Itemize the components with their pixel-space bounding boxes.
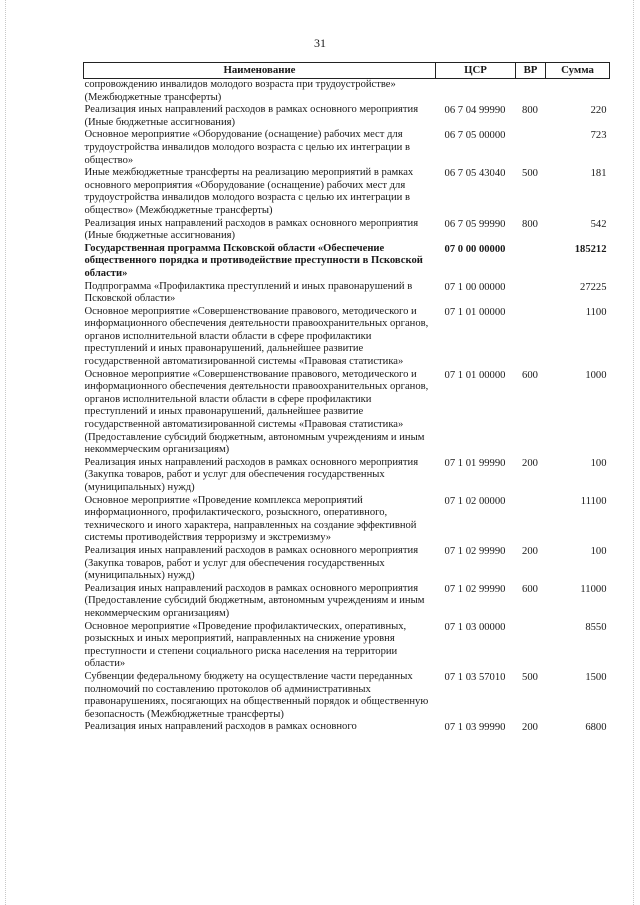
cell-name: Реализация иных направлений расходов в рамках основного <box>84 721 357 733</box>
cell-csr: 07 1 00 00000 <box>444 281 506 293</box>
scan-edge-left <box>5 0 6 905</box>
budget-table <box>83 62 610 735</box>
cell-vr: 500 <box>522 671 538 683</box>
cell-name: Государственная программа Псковской области «Обеспечение общественного порядка и противодействие преступности в Псковской области» <box>84 242 423 279</box>
cell-csr: 06 7 05 00000 <box>444 130 506 142</box>
page-number: 31 <box>314 36 326 50</box>
cell-sum: 11000 <box>580 583 607 595</box>
table-row <box>84 167 610 217</box>
table-row <box>84 721 610 735</box>
table-row <box>84 218 610 243</box>
header-name: Наименование <box>84 63 436 79</box>
table-row <box>84 621 610 671</box>
cell-name: Иные межбюджетные трансферты на реализацию мероприятий в рамках основного мероприятия «Оборудование (оснащение) рабочих мест для трудоустройства инвалидов молодого возраста с целью их интеграции в общество» (Межбюджетные трансферты) <box>84 167 414 216</box>
cell-vr: 200 <box>522 457 538 469</box>
cell-csr: 06 7 05 99990 <box>444 218 506 230</box>
cell-vr: 200 <box>522 545 538 557</box>
table-row <box>84 671 610 721</box>
cell-vr: 200 <box>522 722 538 734</box>
cell-csr: 07 1 02 00000 <box>444 495 506 507</box>
table-row <box>84 583 610 621</box>
cell-csr: 07 1 03 99990 <box>444 722 506 734</box>
cell-csr: 07 1 02 99990 <box>444 583 506 595</box>
cell-csr: 07 1 03 00000 <box>444 621 506 633</box>
cell-vr: 800 <box>522 218 538 230</box>
table-row <box>84 281 610 306</box>
cell-name: Основное мероприятие «Оборудование (оснащение) рабочих мест для трудоустройства инвалидов молодого возраста с целью их интеграции в общество» <box>84 129 410 166</box>
cell-name: Основное мероприятие «Проведение профилактических, оперативных, розыскных и иных мероприятий, направленных на снижение уровня преступности и степени социального риска населения на территории области» <box>84 620 407 670</box>
cell-sum: 185212 <box>574 243 607 255</box>
table-body <box>84 79 610 735</box>
cell-csr <box>436 79 516 105</box>
cell-sum: 542 <box>590 218 607 230</box>
cell-vr: 500 <box>522 168 538 180</box>
cell-csr: 07 1 03 57010 <box>444 671 506 683</box>
cell-csr: 07 1 01 00000 <box>444 306 506 318</box>
cell-vr <box>516 281 546 306</box>
cell-sum: 181 <box>590 168 607 180</box>
cell-sum: 27225 <box>580 281 607 293</box>
scan-edge-right <box>633 0 634 905</box>
cell-vr <box>516 129 546 167</box>
cell-sum: 100 <box>590 457 607 469</box>
table-row <box>84 129 610 167</box>
cell-name: Основное мероприятие «Проведение комплекса мероприятий информационного, профилактического, розыскного, оперативного, технического и иного характера, направленных на создание эффективной системы противодействия терроризму и экстремизму» <box>84 494 417 544</box>
cell-vr: 800 <box>522 105 538 117</box>
header-vr: ВР <box>516 63 546 79</box>
cell-name: Основное мероприятие «Совершенствование правового, методического и информационного обеспечения деятельности правоохранительных органов, органов исполнительной власти области в сфере профилактики преступлений и иных правонарушений, дальнейшее развитие государственной автоматизированной системы «Правовая статистика» <box>84 305 429 368</box>
cell-vr <box>516 495 546 545</box>
cell-csr: 06 7 05 43040 <box>444 168 506 180</box>
cell-vr <box>516 306 546 369</box>
cell-sum: 220 <box>590 105 607 117</box>
header-row <box>84 63 610 79</box>
cell-sum <box>546 79 610 105</box>
cell-vr <box>516 243 546 281</box>
cell-name: сопровождению инвалидов молодого возраста при трудоустройстве» (Межбюджетные трансферты) <box>84 79 396 103</box>
cell-vr: 600 <box>522 583 538 595</box>
cell-name: Реализация иных направлений расходов в рамках основного мероприятия (Закупка товаров, работ и услуг для обеспечения государственных (муниципальных) нужд) <box>84 456 419 493</box>
cell-sum: 11100 <box>580 495 607 507</box>
cell-name: Подпрограмма «Профилактика преступлений и иных правонарушений в Псковской области» <box>84 280 413 305</box>
cell-sum: 1500 <box>585 671 607 683</box>
cell-sum: 723 <box>590 130 607 142</box>
cell-name: Основное мероприятие «Совершенствование правового, методического и информационного обеспечения деятельности правоохранительных органов, органов исполнительной власти области в сфере профилактики преступлений и иных правонарушений, дальнейшее развитие государственной автоматизированной системы «Правовая статистика» (Предоставление субсидий бюджетным, автономным учреждениям и иным некоммерческим организациям) <box>84 368 429 456</box>
cell-sum: 6800 <box>585 722 607 734</box>
table-row <box>84 369 610 457</box>
cell-sum: 100 <box>590 545 607 557</box>
cell-csr: 06 7 04 99990 <box>444 105 506 117</box>
cell-csr: 07 1 01 00000 <box>444 369 506 381</box>
cell-vr <box>516 621 546 671</box>
cell-sum: 1100 <box>585 306 607 318</box>
header-csr: ЦСР <box>436 63 516 79</box>
cell-name: Реализация иных направлений расходов в рамках основного мероприятия (Предоставление субсидий бюджетным, автономным учреждениям и иным некоммерческим организациям) <box>84 582 425 619</box>
cell-sum: 8550 <box>585 621 607 633</box>
cell-csr: 07 1 01 99990 <box>444 457 506 469</box>
cell-name: Реализация иных направлений расходов в рамках основного мероприятия (Закупка товаров, работ и услуг для обеспечения государственных (муниципальных) нужд) <box>84 544 419 582</box>
cell-name: Субвенции федеральному бюджету на осуществление части переданных полномочий по составлению протоколов об административных правонарушениях, посягающих на общественный порядок и общественную безопасность (Межбюджетные трансферты) <box>84 670 429 720</box>
cell-csr: 07 0 00 00000 <box>444 243 506 255</box>
table-row <box>84 79 610 105</box>
cell-vr: 600 <box>522 369 538 381</box>
table-row <box>84 306 610 369</box>
cell-name: Реализация иных направлений расходов в рамках основного мероприятия (Иные бюджетные ассигнования) <box>84 104 419 128</box>
table-row <box>84 545 610 583</box>
table-row <box>84 457 610 495</box>
table-row <box>84 243 610 281</box>
table-row <box>84 495 610 545</box>
cell-sum: 1000 <box>585 369 607 381</box>
cell-vr <box>516 79 546 105</box>
table-row <box>84 104 610 129</box>
cell-name: Реализация иных направлений расходов в рамках основного мероприятия (Иные бюджетные ассигнования) <box>84 217 419 242</box>
table-header <box>84 63 610 79</box>
cell-csr: 07 1 02 99990 <box>444 545 506 557</box>
header-sum: Сумма <box>546 63 610 79</box>
